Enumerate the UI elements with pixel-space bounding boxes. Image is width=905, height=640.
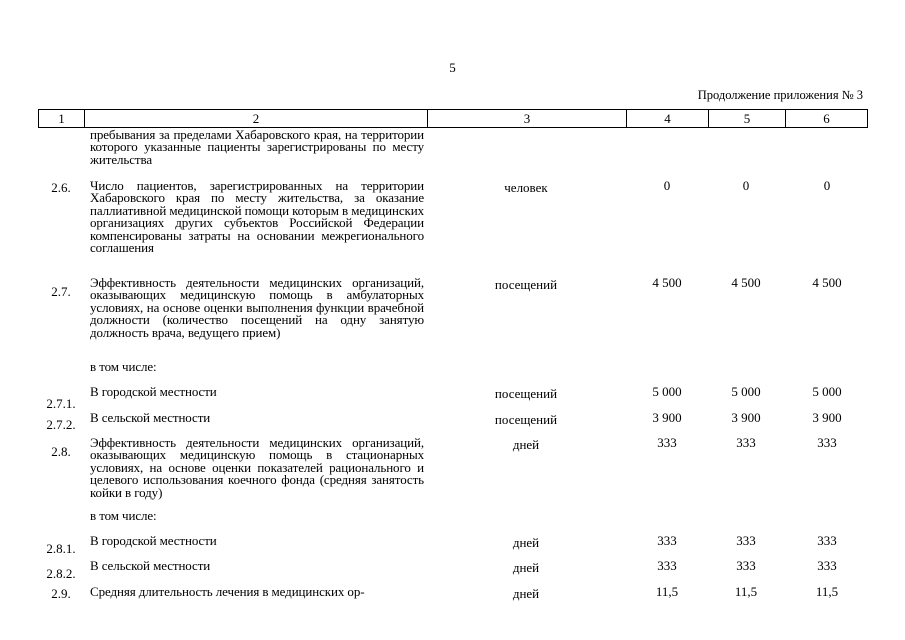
row-text: В сельской местности [90,410,211,425]
row-value-6: 4 500 [812,275,842,290]
row-value-4: 0 [663,178,671,193]
header-col-5: 5 [743,111,751,126]
row-value-6: 333 [817,435,837,450]
row-value-5: 5 000 [731,384,761,399]
row-value-6: 333 [817,533,837,548]
page-number: 5 [449,60,456,75]
row-unit: дней [512,535,540,550]
row-value-4: 11,5 [655,584,679,599]
row-value-5: 333 [736,533,756,548]
header-col-6: 6 [823,111,830,126]
row-number: 2.6. [51,180,71,195]
row-value-6: 0 [823,178,831,193]
row-text: Число пациентов, зарегистрированных на территории Хабаровского края по месту жительства, за оказание паллиативной медицинской помощи которым в медицинских организациях других субъектов Российской Федерации компенсированы затраты на основании межрегионального соглашения [90,178,424,256]
row-value-5: 333 [736,558,756,573]
row-number: 2.8.1. [46,541,76,556]
row-unit: посещений [494,412,558,427]
row-text: В городской местности [90,533,217,548]
row-number: 2.7.1. [46,396,76,411]
table-header [38,109,868,128]
row-text: пребывания за пределами Хабаровского края, на территории которого указанные пациенты зарегистрированы по месту жительства [90,127,424,167]
row-value-6: 333 [817,558,837,573]
row-text: в том числе: [90,508,157,523]
row-value-5: 4 500 [731,275,761,290]
continuation-label: Продолжение приложения № 3 [697,88,863,102]
row-value-6: 5 000 [812,384,842,399]
row-number: 2.7.2. [46,417,76,432]
row-value-5: 11,5 [734,584,758,599]
row-value-4: 3 900 [652,410,682,425]
row-unit: посещений [494,277,558,292]
row-unit: дней [512,437,540,452]
row-value-4: 5 000 [652,384,682,399]
header-col-3: 3 [523,111,531,126]
row-value-5: 0 [742,178,750,193]
row-text: В городской местности [90,384,217,399]
row-value-6: 3 900 [812,410,842,425]
row-value-6: 11,5 [815,584,839,599]
row-value-4: 333 [657,558,677,573]
row-number: 2.9. [51,586,71,601]
row-text: Эффективность деятельности медицинских организаций, оказывающих медицинскую помощь в стационарных условиях, на основе оценки показателей рационального и целевого использования коечного фонда (средняя занятость койки в году) [90,435,424,500]
row-value-4: 333 [657,435,677,450]
row-text: Средняя длительность лечения в медицинских ор- [90,584,365,599]
row-value-4: 333 [657,533,677,548]
row-unit: посещений [494,386,558,401]
row-value-5: 333 [736,435,756,450]
header-col-4: 4 [664,111,671,126]
row-unit: дней [512,586,540,601]
row-number: 2.7. [51,284,71,299]
row-unit: человек [504,180,548,195]
header-col-2: 2 [252,111,260,126]
header-col-1: 1 [58,111,65,126]
row-number: 2.8. [51,444,71,459]
row-value-5: 3 900 [731,410,761,425]
row-text: Эффективность деятельности медицинских организаций, оказывающих медицинскую помощь в амбулаторных условиях, на основе оценки выполнения функции врачебной должности (количество посещений на одну занятую должность врача, ведущего прием) [90,275,424,340]
row-unit: дней [512,560,540,575]
row-text: В сельской местности [90,558,211,573]
row-number: 2.8.2. [46,566,76,581]
row-value-4: 4 500 [652,275,682,290]
row-text: в том числе: [90,359,157,374]
